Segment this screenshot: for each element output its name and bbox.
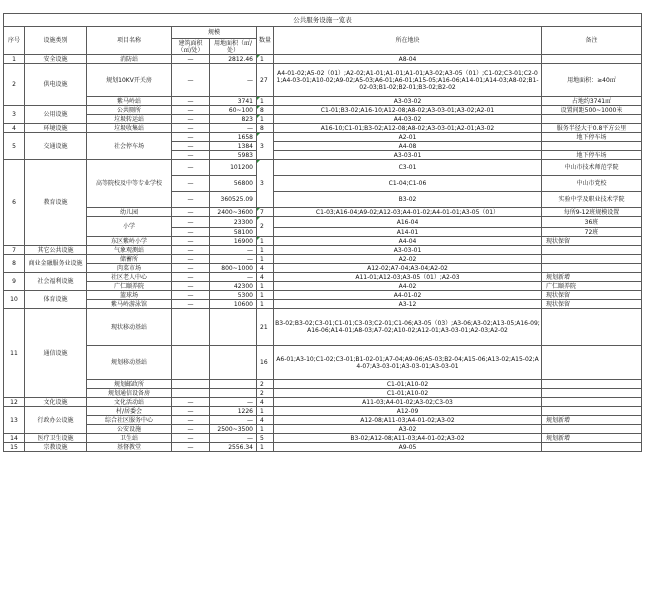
cell-location: A4-08 [274, 142, 542, 151]
cell-count: 4 [257, 264, 274, 273]
cell-land-area [210, 309, 257, 346]
cell-location: A2-01 [274, 133, 542, 142]
cell-count: 1 [257, 237, 274, 246]
cell-building-area: — [172, 208, 210, 217]
cell-land-area: 58100 [210, 228, 257, 237]
cell-no: 3 [4, 106, 25, 124]
cell-building-area: — [172, 142, 210, 151]
cell-land-area: — [210, 273, 257, 282]
cell-location: A4-01-02 [274, 291, 542, 300]
cell-no: 7 [4, 246, 25, 255]
cell-note: 广仁颐养院 [542, 282, 642, 291]
cell-building-area: — [172, 407, 210, 416]
cell-location: C1-01;B3-02;A16-10;A12-08;A8-02;A3-03-01;A3-02;A2-01 [274, 106, 542, 115]
cell-category: 行政办公设施 [25, 407, 87, 434]
header-name: 项目名称 [87, 27, 172, 55]
cell-location: A9-05 [274, 443, 542, 452]
cell-land-area: 56800 [210, 176, 257, 192]
cell-building-area: — [172, 106, 210, 115]
cell-note [542, 255, 642, 264]
cell-name: 垃圾转运站 [87, 115, 172, 124]
table-row [4, 115, 642, 124]
cell-land-area: 5300 [210, 291, 257, 300]
cell-category: 安全设施 [25, 55, 87, 64]
table-row [4, 291, 642, 300]
table-row [4, 246, 642, 255]
cell-note: 设置间距500~1000米 [542, 106, 642, 115]
cell-location: C1-03;A16-04;A9-02;A12-03;A4-01-02;A4-01-01;A3-05（01） [274, 208, 542, 217]
cell-category: 教育设施 [25, 160, 87, 246]
cell-building-area: — [172, 133, 210, 142]
cell-building-area: — [172, 416, 210, 425]
cell-location: A2-02 [274, 255, 542, 264]
cell-count: 1 [257, 97, 274, 106]
cell-note [542, 346, 642, 380]
table-row [4, 309, 642, 346]
cell-count: 4 [257, 273, 274, 282]
facility-table [3, 13, 642, 452]
cell-land-area: 1226 [210, 407, 257, 416]
cell-note [542, 246, 642, 255]
cell-land-area: 2400~3600 [210, 208, 257, 217]
cell-note: 规划新增 [542, 434, 642, 443]
cell-name: 公共厕所 [87, 106, 172, 115]
cell-land-area: 1658 [210, 133, 257, 142]
table-row [4, 389, 642, 398]
cell-no: 10 [4, 291, 25, 309]
cell-note [542, 115, 642, 124]
cell-location: A8-04 [274, 55, 542, 64]
cell-building-area [172, 380, 210, 389]
cell-note: 规划新增 [542, 416, 642, 425]
cell-name: 社会停车场 [87, 133, 172, 160]
cell-building-area: — [172, 425, 210, 434]
table-row [4, 425, 642, 434]
cell-location: A16-10;C1-01;B3-02;A12-08;A8-02;A3-03-01;A2-01;A3-02 [274, 124, 542, 133]
cell-note: 实验中学及职业技术学院 [542, 192, 642, 208]
cell-note: 占地约3741㎡ [542, 97, 642, 106]
cell-building-area: — [172, 282, 210, 291]
cell-count: 1 [257, 115, 274, 124]
cell-no: 15 [4, 443, 25, 452]
cell-building-area: — [172, 124, 210, 133]
cell-name: 肉菜市场 [87, 264, 172, 273]
cell-count: 7 [257, 208, 274, 217]
cell-note [542, 407, 642, 416]
cell-building-area: — [172, 300, 210, 309]
cell-category: 供电设施 [25, 64, 87, 106]
cell-note [542, 55, 642, 64]
cell-building-area: — [172, 264, 210, 273]
cell-name: 篮球场 [87, 291, 172, 300]
cell-no: 8 [4, 255, 25, 273]
cell-count: 16 [257, 346, 274, 380]
cell-land-area: — [210, 246, 257, 255]
cell-land-area: — [210, 255, 257, 264]
cell-location: A12-08;A11-03;A4-01-02;A3-02 [274, 416, 542, 425]
cell-building-area: — [172, 398, 210, 407]
cell-location: B3-02;A12-08;A11-03;A4-01-02;A3-02 [274, 434, 542, 443]
cell-note [542, 389, 642, 398]
cell-building-area: — [172, 176, 210, 192]
table-row [4, 398, 642, 407]
cell-building-area [172, 389, 210, 398]
cell-land-area [210, 389, 257, 398]
cell-land-area: 23300 [210, 217, 257, 228]
cell-land-area: 101200 [210, 160, 257, 176]
cell-note: 现状保留 [542, 237, 642, 246]
cell-location: C1-01;A10-02 [274, 389, 542, 398]
cell-note: 地下停车场 [542, 133, 642, 142]
cell-name: 社区老人中心 [87, 273, 172, 282]
cell-location: A12-09 [274, 407, 542, 416]
cell-no: 14 [4, 434, 25, 443]
table-row [4, 434, 642, 443]
table-row [4, 416, 642, 425]
cell-no: 11 [4, 309, 25, 398]
table-row [4, 124, 642, 133]
table-row [4, 282, 642, 291]
cell-land-area: 2812.46 [210, 55, 257, 64]
cell-building-area [172, 346, 210, 380]
cell-location: A3-12 [274, 300, 542, 309]
cell-land-area: 5983 [210, 151, 257, 160]
cell-building-area: — [172, 64, 210, 97]
cell-no: 6 [4, 160, 25, 246]
cell-note [542, 309, 642, 346]
cell-name: 气象观测站 [87, 246, 172, 255]
cell-name: 规划10KV开关房 [87, 64, 172, 97]
header-no: 序号 [4, 27, 25, 55]
cell-building-area: — [172, 443, 210, 452]
cell-location: A3-03-01 [274, 246, 542, 255]
cell-location: B3-02;B3-02;C3-01;C1-01;C3-03;C2-01;C1-06;A3-05（03）;A3-06;A3-02;A13-05;A16-09;A16-06;A14-01;A8-03;A7-02;A10-02;A12-01;A3-03-01;A2-03;A2-02 [274, 309, 542, 346]
cell-land-area: 10600 [210, 300, 257, 309]
cell-category: 交通设施 [25, 133, 87, 160]
cell-note: 规划新增 [542, 273, 642, 282]
cell-category: 商业金融服务业设施 [25, 255, 87, 273]
cell-note: 服务半径大于0.8平方公里 [542, 124, 642, 133]
table-row [4, 407, 642, 416]
cell-location: A4-01-02;A5-02（01）;A2-02;A1-01;A1-01;A1-01;A3-02;A3-05（01）;C1-02;C3-01;C2-01;A4-03-01;A10-02;A9-02;A5-03;A6-01;A6-01;A15-05;A16-06;A14-01;A14-03;A8-02;B1-02-03;B1-02;B2-01;B3-02;B2-02 [274, 64, 542, 97]
header-scale: 规模 [172, 27, 257, 39]
cell-location: C1-01;A10-02 [274, 380, 542, 389]
cell-name: 紫马岭游泳馆 [87, 300, 172, 309]
table-row [4, 55, 642, 64]
cell-land-area: — [210, 416, 257, 425]
table-row [4, 346, 642, 380]
cell-building-area: — [172, 97, 210, 106]
cell-building-area: — [172, 291, 210, 300]
cell-location: A12-02;A7-04;A3-04;A2-02 [274, 264, 542, 273]
cell-name: 东区紫岭小学 [87, 237, 172, 246]
cell-building-area: — [172, 115, 210, 124]
cell-location: A4-04 [274, 237, 542, 246]
cell-note [542, 264, 642, 273]
cell-building-area: — [172, 228, 210, 237]
cell-location: C1-04;C1-06 [274, 176, 542, 192]
table-row [4, 208, 642, 217]
cell-name: 综合社区服务中心 [87, 416, 172, 425]
cell-name: 公安设施 [87, 425, 172, 434]
cell-land-area: 2500~3500 [210, 425, 257, 434]
cell-land-area: — [210, 398, 257, 407]
cell-note [542, 443, 642, 452]
cell-building-area: — [172, 246, 210, 255]
table-row [4, 380, 642, 389]
cell-name: 规划通信设备房 [87, 389, 172, 398]
cell-location: C3-01 [274, 160, 542, 176]
cell-count: 4 [257, 398, 274, 407]
cell-no: 5 [4, 133, 25, 160]
cell-count: 1 [257, 255, 274, 264]
cell-building-area: — [172, 151, 210, 160]
cell-count: 1 [257, 282, 274, 291]
cell-count: 1 [257, 300, 274, 309]
cell-land-area: 42300 [210, 282, 257, 291]
cell-count: 3 [257, 160, 274, 208]
cell-location: A11-03;A4-01-02;A3-02;C3-03 [274, 398, 542, 407]
cell-category: 其它公共设施 [25, 246, 87, 255]
cell-note: 地下停车场 [542, 151, 642, 160]
cell-location: A11-01;A12-03;A3-05（01）;A2-03 [274, 273, 542, 282]
cell-count: 8 [257, 124, 274, 133]
cell-land-area: 823 [210, 115, 257, 124]
cell-count: 2 [257, 389, 274, 398]
cell-count: 3 [257, 133, 274, 160]
cell-name: 高等院校及中等专业学校 [87, 160, 172, 208]
cell-name: 消防站 [87, 55, 172, 64]
cell-name: 规划邮政所 [87, 380, 172, 389]
cell-count: 2 [257, 217, 274, 237]
cell-count: 1 [257, 443, 274, 452]
table-title: 公共服务设施一览表 [4, 14, 642, 27]
table-row [4, 443, 642, 452]
cell-name: 村/居委会 [87, 407, 172, 416]
cell-no: 4 [4, 124, 25, 133]
cell-land-area [210, 346, 257, 380]
cell-note [542, 425, 642, 434]
cell-count: 5 [257, 434, 274, 443]
cell-location: A3-02 [274, 425, 542, 434]
cell-name: 垃圾收集站 [87, 124, 172, 133]
cell-count: 8 [257, 106, 274, 115]
cell-land-area: 1384 [210, 142, 257, 151]
table-row [4, 64, 642, 97]
cell-location: A6-01;A3-10;C1-02;C3-01;B1-02-01;A7-04;A9-06;A5-03;B2-04;A15-06;A13-02;A15-02;A4-07;A3-03-01;A3-03-01;A3-03-01 [274, 346, 542, 380]
cell-note: 现状保留 [542, 300, 642, 309]
cell-count: 21 [257, 309, 274, 346]
facility-sheet [3, 13, 642, 452]
cell-building-area: — [172, 255, 210, 264]
cell-name: 幼儿园 [87, 208, 172, 217]
cell-building-area: — [172, 273, 210, 282]
cell-count: 4 [257, 416, 274, 425]
cell-note [542, 380, 642, 389]
cell-building-area: — [172, 237, 210, 246]
cell-no: 13 [4, 407, 25, 434]
cell-category: 宗教设施 [25, 443, 87, 452]
cell-category: 社会福利设施 [25, 273, 87, 291]
cell-name: 小学 [87, 217, 172, 237]
table-row [4, 273, 642, 282]
cell-location: A3-03-01 [274, 151, 542, 160]
cell-no: 1 [4, 55, 25, 64]
cell-name: 紫马岭站 [87, 97, 172, 106]
cell-land-area: 3741 [210, 97, 257, 106]
cell-count: 1 [257, 55, 274, 64]
table-row [4, 97, 642, 106]
header-land-area: 用地面积（㎡/处） [210, 39, 257, 55]
cell-land-area: 60~100 [210, 106, 257, 115]
cell-name: 基督教堂 [87, 443, 172, 452]
cell-name: 广仁颐养院 [87, 282, 172, 291]
cell-building-area: — [172, 55, 210, 64]
cell-location: A16-04 [274, 217, 542, 228]
cell-building-area [172, 309, 210, 346]
header-location: 所在地块 [274, 27, 542, 55]
cell-note: 36班 [542, 217, 642, 228]
cell-note: 72班 [542, 228, 642, 237]
cell-location: B3-02 [274, 192, 542, 208]
cell-note: 中山市党校 [542, 176, 642, 192]
table-row [4, 300, 642, 309]
cell-note: 中山市技术师范学院 [542, 160, 642, 176]
cell-location: A14-01 [274, 228, 542, 237]
cell-location: A4-02 [274, 282, 542, 291]
cell-count: 1 [257, 246, 274, 255]
cell-name: 卫生站 [87, 434, 172, 443]
cell-note [542, 142, 642, 151]
header-note: 备注 [542, 27, 642, 55]
cell-name: 储蓄所 [87, 255, 172, 264]
cell-category: 体育设施 [25, 291, 87, 309]
cell-building-area: — [172, 434, 210, 443]
cell-count: 27 [257, 64, 274, 97]
table-row [4, 264, 642, 273]
table-row [4, 106, 642, 115]
cell-land-area: — [210, 124, 257, 133]
table-row [4, 237, 642, 246]
cell-no: 12 [4, 398, 25, 407]
cell-location: A3-03-02 [274, 97, 542, 106]
cell-note [542, 398, 642, 407]
cell-name: 文化活动站 [87, 398, 172, 407]
cell-location: A4-03-02 [274, 115, 542, 124]
table-row [4, 217, 642, 228]
cell-building-area: — [172, 217, 210, 228]
cell-count: 1 [257, 407, 274, 416]
cell-name: 现状移动基站 [87, 309, 172, 346]
cell-no: 2 [4, 64, 25, 106]
cell-count: 1 [257, 291, 274, 300]
table-row [4, 255, 642, 264]
cell-count: 2 [257, 380, 274, 389]
cell-no: 9 [4, 273, 25, 291]
table-row [4, 160, 642, 176]
cell-building-area: — [172, 160, 210, 176]
cell-category: 文化设施 [25, 398, 87, 407]
cell-note: 现状保留 [542, 291, 642, 300]
cell-category: 环境设施 [25, 124, 87, 133]
cell-name: 规划移动基站 [87, 346, 172, 380]
cell-category: 医疗卫生设施 [25, 434, 87, 443]
cell-note: 每所9-12班规模设置 [542, 208, 642, 217]
cell-land-area [210, 380, 257, 389]
header-category: 设施类别 [25, 27, 87, 55]
cell-count: 1 [257, 425, 274, 434]
cell-land-area: 2556.34 [210, 443, 257, 452]
cell-land-area: — [210, 64, 257, 97]
cell-land-area: — [210, 434, 257, 443]
cell-category: 公用设施 [25, 106, 87, 124]
cell-land-area: 800~1000 [210, 264, 257, 273]
header-building-area: 建筑面积（㎡/处） [172, 39, 210, 55]
cell-land-area: 360525.09 [210, 192, 257, 208]
cell-category: 通信设施 [25, 309, 87, 398]
cell-building-area: — [172, 192, 210, 208]
table-row [4, 133, 642, 142]
cell-land-area: 16900 [210, 237, 257, 246]
cell-note: 用地面积：≥40㎡ [542, 64, 642, 97]
header-count: 数量 [257, 27, 274, 55]
